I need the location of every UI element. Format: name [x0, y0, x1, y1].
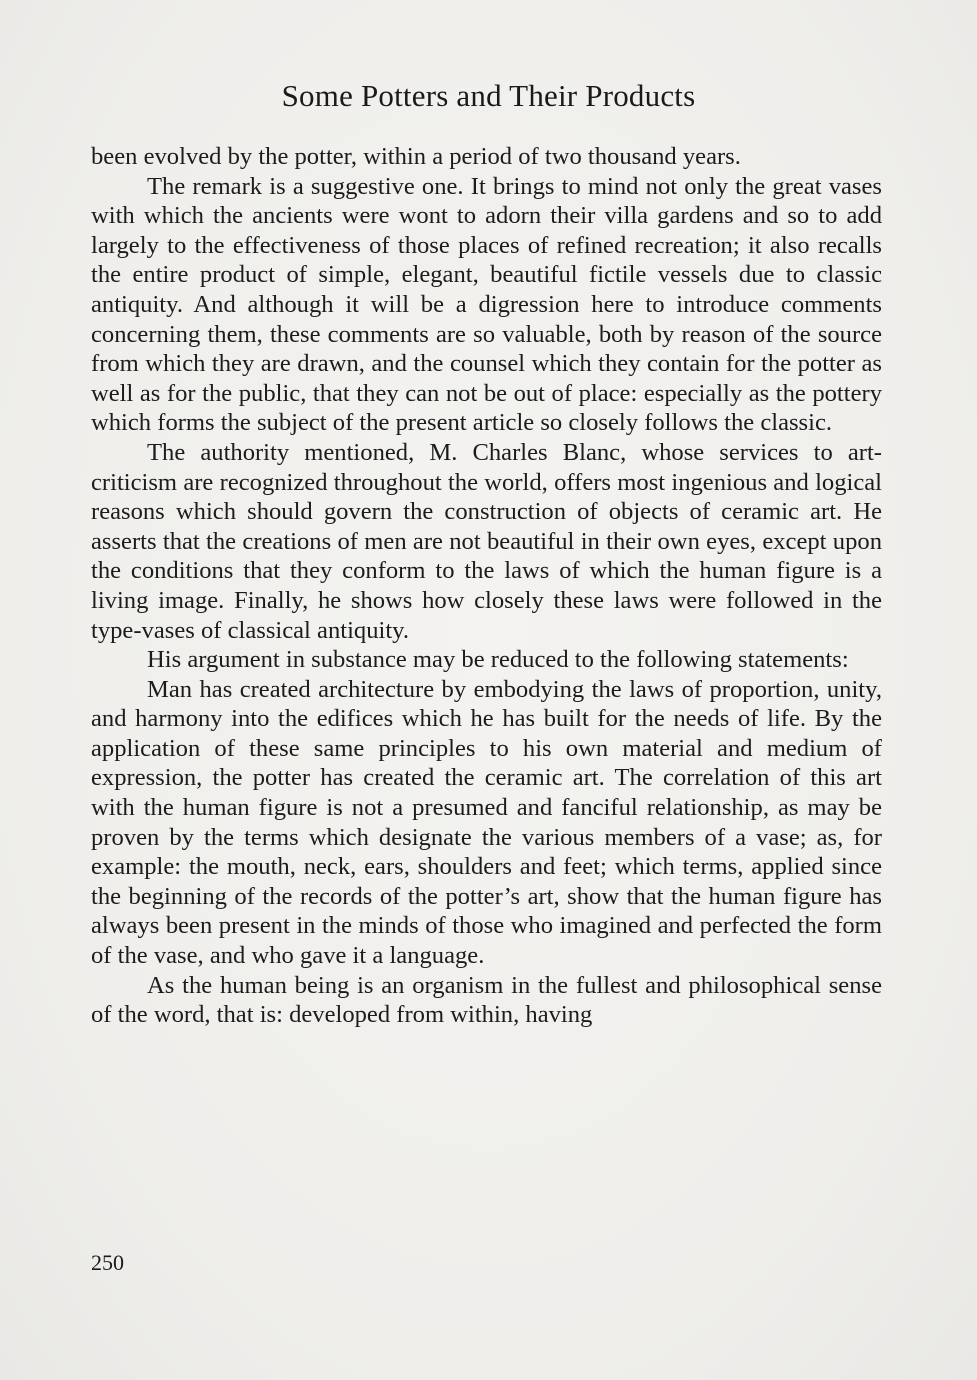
paragraph-organism: As the human being is an organism in the fullest and philosophical sense of the word, that is: developed from within, having: [91, 971, 882, 1029]
paragraph-architecture: Man has created architecture by embodying the laws of proportion, unity, and harmony into the edifices which he has built for the needs of life. By the application of these same principles to his own material and medium of expression, the potter has created the ceramic art. The correlation of this art with the human figure is not a presumed and fanciful relationship, as may be proven by the terms which designate the various members of a vase; as, for example: the mouth, neck, ears, shoulders and feet; which terms, applied since the beginning of the records of the potter’s art, show that the human figure has always been present in the minds of those who imagined and perfected the form of the vase, and who gave it a language.: [91, 675, 882, 970]
paragraph-continued: been evolved by the potter, within a period of two thousand years.: [91, 143, 741, 170]
page-number: 250: [91, 1250, 124, 1275]
paragraph-argument: His argument in substance may be reduced to the following statements:: [147, 646, 849, 674]
paragraph-remark: The remark is a suggestive one. It brings to mind not only the great vases with which the ancients were wont to adorn their villa gardens and so to add largely to the effectiveness of those places of refined recreation; it also recalls the entire product of simple, elegant, beautiful fictile vessels due to classic antiquity. And although it will be a digression here to introduce comments concerning them, these comments are so valuable, both by reason of the source from which they are drawn, and the counsel which they contain for the potter as well as for the public, that they can not be out of place: especially as the pottery which forms the subject of the present article so closely follows the classic.: [91, 172, 882, 437]
body-text: [91, 142, 882, 1030]
paragraph-authority: The authority mentioned, M. Charles Blanc, whose services to art-criticism are recognized throughout the world, offers most ingenious and logical reasons which should govern the construction of objects of ceramic art. He asserts that the creations of men are not beautiful in their own eyes, except upon the conditions that they conform to the laws of which the human figure is a living image. Finally, he shows how closely these laws were followed in the type-vases of classical antiquity.: [91, 438, 882, 644]
running-head-title: Some Potters and Their Products: [281, 78, 696, 113]
